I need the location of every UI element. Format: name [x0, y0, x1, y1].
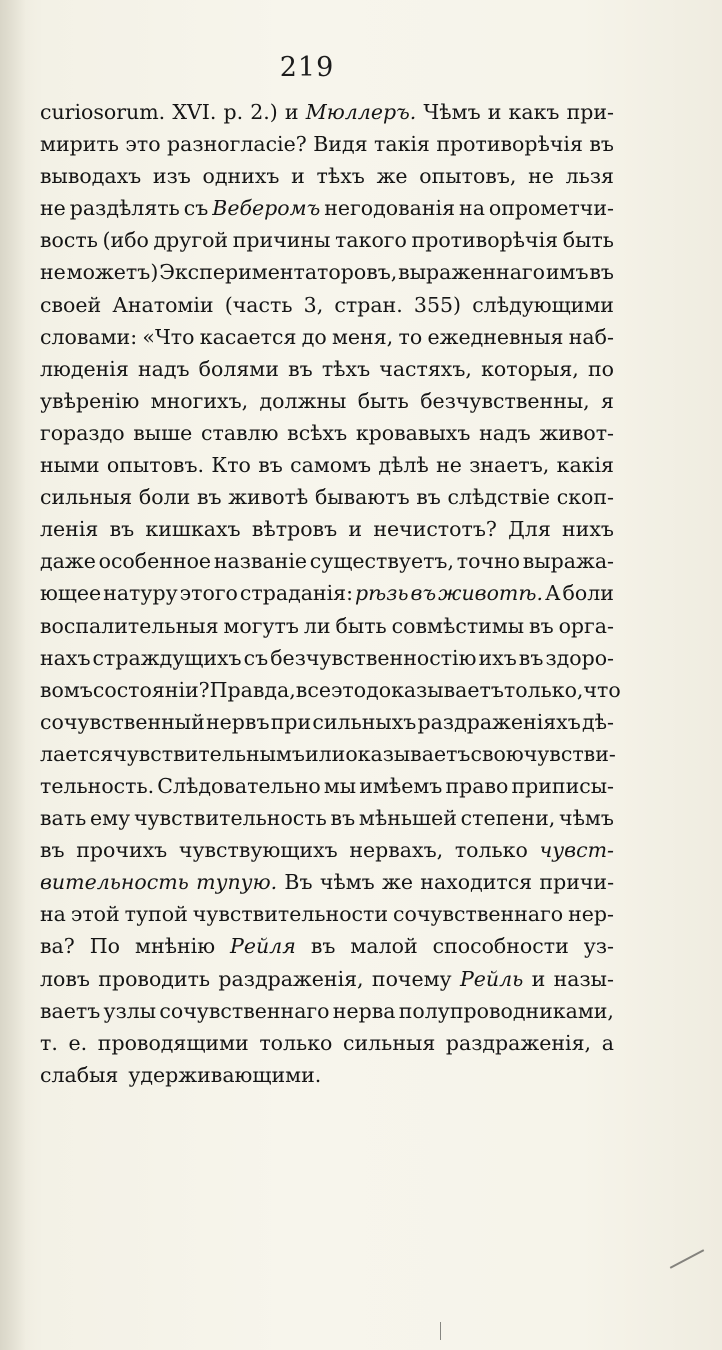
word: этой: [70, 902, 120, 927]
word: нер-: [568, 902, 614, 927]
text-line: [40, 674, 621, 706]
text-line: [40, 898, 614, 930]
word: ными: [40, 453, 100, 478]
word: доказываетъ: [366, 677, 504, 702]
word: льзя: [565, 164, 614, 189]
word: нечистотъ?: [373, 517, 497, 542]
word: и: [487, 100, 502, 124]
word: выраженнаго: [398, 260, 545, 285]
word: чѣмъ: [319, 870, 375, 895]
word: мирить: [40, 132, 119, 157]
word: въ: [589, 260, 614, 285]
text-line: [40, 481, 614, 513]
word: можетъ): [66, 260, 159, 285]
word: ваетъ: [40, 998, 101, 1023]
text-line: [40, 610, 614, 642]
word: частяхъ,: [379, 356, 472, 381]
word: малой: [350, 934, 418, 959]
word: только,: [503, 677, 584, 702]
word: негодованія: [324, 196, 456, 221]
word: лается: [40, 741, 114, 766]
text-line: [40, 995, 614, 1027]
word: съ: [243, 645, 269, 670]
word: 2.): [250, 100, 278, 124]
word: въ: [529, 613, 554, 638]
word: Чѣмъ: [423, 100, 481, 124]
word: степени,: [460, 806, 556, 831]
word: XVI.: [172, 100, 217, 124]
word: вомъ: [40, 677, 93, 702]
text-line: [40, 770, 614, 802]
word: въ: [196, 485, 222, 510]
word: должны: [259, 388, 347, 413]
text-line: [40, 738, 614, 770]
word: кишкахъ: [145, 517, 241, 542]
word: слабыя: [40, 1062, 119, 1087]
word: Видя: [313, 132, 368, 157]
word: Кто: [211, 453, 251, 478]
word: бываютъ: [314, 485, 410, 510]
italic-word: чувст-: [539, 838, 614, 863]
italic-word: въ: [410, 581, 437, 606]
word: «Что: [142, 324, 195, 349]
text-line: [40, 160, 614, 192]
word: скоп-: [556, 485, 614, 510]
word: словами:: [40, 324, 138, 349]
word: состояніи?: [92, 677, 210, 702]
word: боли: [138, 485, 191, 510]
word: нерва: [332, 998, 396, 1023]
word: слѣдствіе: [447, 485, 551, 510]
word: только: [454, 838, 528, 863]
word: знаетъ,: [469, 453, 550, 478]
word: которыя,: [481, 356, 579, 381]
word: нервахъ,: [349, 838, 444, 863]
word: изъ: [152, 164, 191, 189]
word: находится: [420, 870, 533, 895]
word: выража-: [522, 549, 614, 574]
word: опытовъ,: [419, 164, 517, 189]
word: назы-: [553, 966, 614, 991]
text-line: [40, 192, 614, 224]
word: полупроводниками,: [398, 998, 614, 1023]
word: не: [40, 260, 66, 285]
word: оказываетъ: [345, 741, 471, 766]
word: все: [295, 677, 331, 702]
text-line: [40, 866, 614, 898]
word: живот-: [539, 420, 614, 445]
word: и: [284, 100, 299, 124]
word: сильныя: [343, 1030, 436, 1055]
word: такого: [335, 228, 407, 253]
word: своей: [40, 292, 102, 317]
text-line: [40, 513, 614, 545]
word: приписы-: [511, 773, 614, 798]
word: противорѣчія: [436, 132, 583, 157]
page-number: 219: [279, 52, 335, 83]
word: даже: [40, 549, 96, 574]
text-line: [40, 128, 614, 160]
word: точно: [456, 549, 520, 574]
word: мы: [323, 773, 357, 798]
text-line: [40, 289, 614, 321]
word: въ: [518, 645, 544, 670]
word: мѣньшей: [358, 806, 457, 831]
word: проводить: [98, 966, 211, 991]
word: въ: [310, 934, 336, 959]
word: животѣ: [228, 485, 309, 510]
italic-word: рѣзь: [354, 581, 409, 606]
word: страданія:: [239, 581, 353, 606]
word: при-: [566, 100, 614, 124]
word: раздраженія,: [445, 1030, 592, 1055]
word: раздраженія,: [218, 966, 364, 991]
word: не: [436, 453, 462, 478]
word: многихъ,: [150, 388, 249, 413]
text-line: [40, 449, 614, 481]
word: что: [583, 677, 621, 702]
word: ли: [303, 613, 331, 638]
word: другой: [153, 228, 229, 253]
word: это: [330, 677, 367, 702]
word: кровавыхъ: [355, 420, 471, 445]
text-line: [40, 963, 614, 995]
text-line: [40, 834, 614, 866]
word: е.: [68, 1030, 88, 1055]
word: въ: [589, 132, 614, 157]
word: раздѣлять: [69, 196, 180, 221]
word: вѣтровъ: [251, 517, 338, 542]
word: Правда,: [209, 677, 296, 702]
word: 355): [413, 292, 462, 317]
page-gutter-shadow: [0, 0, 26, 1350]
word: люденія: [40, 356, 129, 381]
word: въ: [416, 485, 441, 510]
word: ловъ: [40, 966, 90, 991]
word: совмѣстимы: [391, 613, 525, 638]
word: свою: [470, 741, 524, 766]
word: самомъ: [290, 453, 372, 478]
text-line: [40, 1059, 614, 1091]
italic-word: Рейль: [459, 966, 524, 991]
word: однихъ: [202, 164, 280, 189]
word: чувствительнымъ: [113, 741, 305, 766]
word: какія: [556, 453, 614, 478]
word: не: [40, 196, 66, 221]
word: наб-: [568, 324, 614, 349]
word: вость: [40, 228, 98, 253]
word: ставлю: [201, 420, 279, 445]
word: ва?: [40, 934, 75, 959]
word: А: [544, 581, 561, 606]
word: всѣхъ: [287, 420, 348, 445]
word: сильныя: [40, 485, 133, 510]
word: могутъ: [223, 613, 299, 638]
word: По: [89, 934, 120, 959]
word: и: [531, 966, 546, 991]
italic-word: Мюллеръ.: [305, 100, 417, 124]
word: чувствующихъ: [178, 838, 338, 863]
word: въ: [288, 356, 313, 381]
word: или: [304, 741, 346, 766]
word: воспалительныя: [40, 613, 219, 638]
word: право: [445, 773, 509, 798]
text-line: [40, 224, 614, 256]
word: я: [601, 388, 614, 413]
margin-tick: [440, 1322, 441, 1340]
word: въ: [40, 838, 65, 863]
word: почему: [371, 966, 452, 991]
word: противорѣчія: [411, 228, 559, 253]
word: какъ: [508, 100, 560, 124]
text-line: [40, 417, 614, 449]
word: слѣдующими: [472, 292, 614, 317]
word: тѣхъ: [321, 356, 371, 381]
word: тѣхъ: [316, 164, 365, 189]
word: на: [40, 902, 66, 927]
word: быть: [357, 388, 409, 413]
text-line: [40, 385, 614, 417]
word: (ибо: [102, 228, 149, 253]
word: Слѣдовательно: [157, 773, 321, 798]
word: (часть: [224, 292, 293, 317]
text-line: [40, 577, 614, 609]
word: способности: [432, 934, 569, 959]
word: опытовъ.: [106, 453, 205, 478]
word: съ: [183, 196, 209, 221]
word: ихъ: [478, 645, 517, 670]
word: тельность.: [40, 773, 155, 798]
word: сочувственнаго: [159, 998, 330, 1023]
word: причи-: [539, 870, 614, 895]
word: то: [398, 324, 423, 349]
text-line: [40, 545, 614, 577]
word: Въ: [284, 870, 313, 895]
word: на: [459, 196, 485, 221]
word: быть: [335, 613, 387, 638]
word: проводящими: [97, 1030, 249, 1055]
text-line: [40, 930, 614, 962]
word: только: [259, 1030, 333, 1055]
text-line: [40, 802, 614, 834]
word: прочихъ: [76, 838, 168, 863]
word: болями: [198, 356, 279, 381]
word: сочувственный: [40, 709, 205, 734]
word: увѣренію: [40, 388, 140, 413]
word: тупой: [124, 902, 188, 927]
word: натуру: [103, 581, 178, 606]
word: при: [270, 709, 312, 734]
italic-word: животѣ.: [438, 581, 543, 606]
word: и: [348, 517, 363, 542]
word: p.: [223, 100, 244, 124]
word: въ: [109, 517, 135, 542]
word: страждущихъ: [92, 645, 242, 670]
word: раздраженіяхъ: [417, 709, 581, 734]
word: дѣ-: [582, 709, 614, 734]
text-line: [40, 706, 614, 738]
word: удерживающими.: [128, 1062, 322, 1087]
italic-word: Веберомъ: [212, 196, 321, 221]
word: чувстви-: [523, 741, 616, 766]
text-line: [40, 256, 614, 288]
word: ющее: [40, 581, 102, 606]
word: такія: [374, 132, 430, 157]
italic-word: вительность: [40, 870, 189, 895]
italic-word: тупую.: [196, 870, 278, 895]
word: надъ: [137, 356, 190, 381]
word: не: [528, 164, 554, 189]
word: мнѣнію: [135, 934, 216, 959]
word: по: [587, 356, 614, 381]
word: ежедневныя: [427, 324, 564, 349]
word: это: [125, 132, 161, 157]
word: Анатоміи: [112, 292, 214, 317]
word: ленія: [40, 517, 99, 542]
word: 3,: [303, 292, 324, 317]
word: опрометчи-: [488, 196, 614, 221]
word: curiosorum.: [40, 100, 166, 124]
word: быть: [562, 228, 614, 253]
word: чѣмъ: [559, 806, 614, 831]
word: меня,: [331, 324, 394, 349]
word: этого: [179, 581, 238, 606]
word: ему: [90, 806, 131, 831]
word: безчувственностію: [270, 645, 477, 670]
word: чувствительности: [192, 902, 389, 927]
word: касается: [199, 324, 297, 349]
word: въ: [258, 453, 283, 478]
word: въ: [330, 806, 356, 831]
italic-word: Рейля: [230, 934, 296, 959]
word: уз-: [583, 934, 614, 959]
text-line: [40, 1027, 614, 1059]
word: а: [601, 1030, 614, 1055]
word: дѣлѣ: [378, 453, 429, 478]
word: Для: [508, 517, 551, 542]
word: чувствительность: [133, 806, 327, 831]
word: же: [376, 164, 408, 189]
word: существуетъ,: [309, 549, 454, 574]
word: вать: [40, 806, 87, 831]
word: т.: [40, 1030, 58, 1055]
word: выше: [133, 420, 193, 445]
word: узлы: [103, 998, 157, 1023]
word: стран.: [334, 292, 403, 317]
word: разногласіе?: [167, 132, 307, 157]
word: сочувственнаго: [393, 902, 564, 927]
word: имѣемъ: [359, 773, 443, 798]
word: надъ: [479, 420, 531, 445]
margin-stroke: [670, 1249, 704, 1269]
word: и: [291, 164, 305, 189]
word: причины: [232, 228, 331, 253]
word: Экспериментаторовъ,: [159, 260, 398, 285]
text-line: [40, 642, 614, 674]
body-text: [40, 96, 621, 1091]
word: сильныхъ: [312, 709, 417, 734]
word: боли: [562, 581, 614, 606]
word: выводахъ: [40, 164, 142, 189]
word: орга-: [558, 613, 614, 638]
word: особенное: [98, 549, 212, 574]
word: здоро-: [545, 645, 614, 670]
text-line: [40, 96, 614, 128]
word: нихъ: [562, 517, 614, 542]
word: нервъ: [206, 709, 270, 734]
word: же: [382, 870, 413, 895]
word: до: [301, 324, 327, 349]
word: имъ: [545, 260, 589, 285]
word: безчувственны,: [420, 388, 590, 413]
word: названіе: [213, 549, 308, 574]
text-line: [40, 321, 614, 353]
text-line: [40, 353, 614, 385]
word: гораздо: [40, 420, 125, 445]
word: нахъ: [40, 645, 91, 670]
